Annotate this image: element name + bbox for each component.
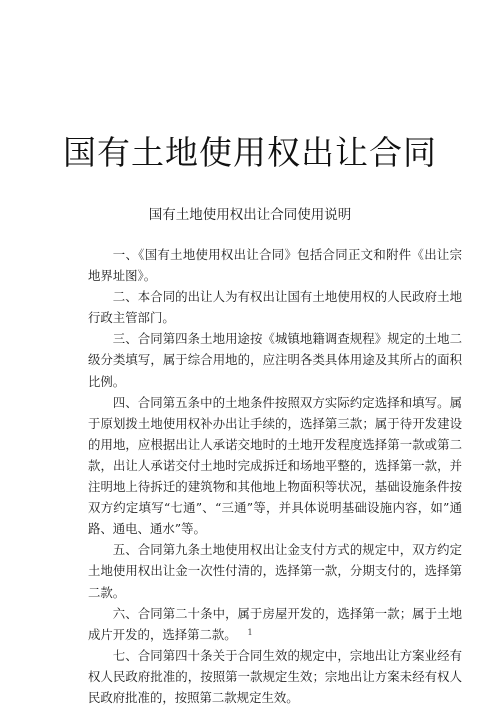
document-title: 国有土地使用权出让合同	[63, 133, 437, 172]
paragraph-2: 二、本合同的出让人为有权出让国有土地使用权的人民政府土地行政主管部门。	[88, 289, 462, 326]
paragraph-7: 七、合同第四十条关于合同生效的规定中，宗地出让方案业经有权人民政府批准的，按照第一款规定生效；宗地出让方案未经有权人民政府批准的，按照第二款规定生效。	[88, 647, 462, 705]
paragraph-6: 六、合同第二十条中，属于房屋开发的，选择第一款；属于土地成片开发的，选择第二款。	[88, 605, 462, 642]
page-number: 1	[247, 628, 253, 637]
document-body	[88, 244, 462, 708]
paragraph-4: 四、合同第五条中的土地条件按照双方实际约定选择和填写。属于原划拨土地使用权补办出让手续的，选择第三款；属于待开发建设的用地，应根据出让人承诺交地时的土地开发程度选择第一款或第二款，出让人承诺交付土地时完成拆迁和场地平整的，选择第一款，并注明地上待拆迁的建筑物和其他地上物面积等状况，基础设施条件按双方约定填写“七通”、“三通”等，并具体说明基础设施内容，如”通路、通电、通水”等。	[88, 394, 462, 537]
document-subtitle: 国有土地使用权出让合同使用说明	[148, 207, 352, 223]
paragraph-5: 五、合同第九条土地使用权出让金支付方式的规定中，双方约定土地使用权出让金一次性付清的，选择第一款，分期支付的，选择第二款。	[88, 542, 462, 600]
paragraph-3: 三、合同第四条土地用途按《城镇地籍调查规程》规定的土地二级分类填写，属于综合用地的，应注明各类具体用途及其所占的面积比例。	[88, 331, 462, 389]
paragraph-1: 一、《国有土地使用权出让合同》包括合同正文和附件《出让宗地界址图》。	[88, 247, 462, 284]
